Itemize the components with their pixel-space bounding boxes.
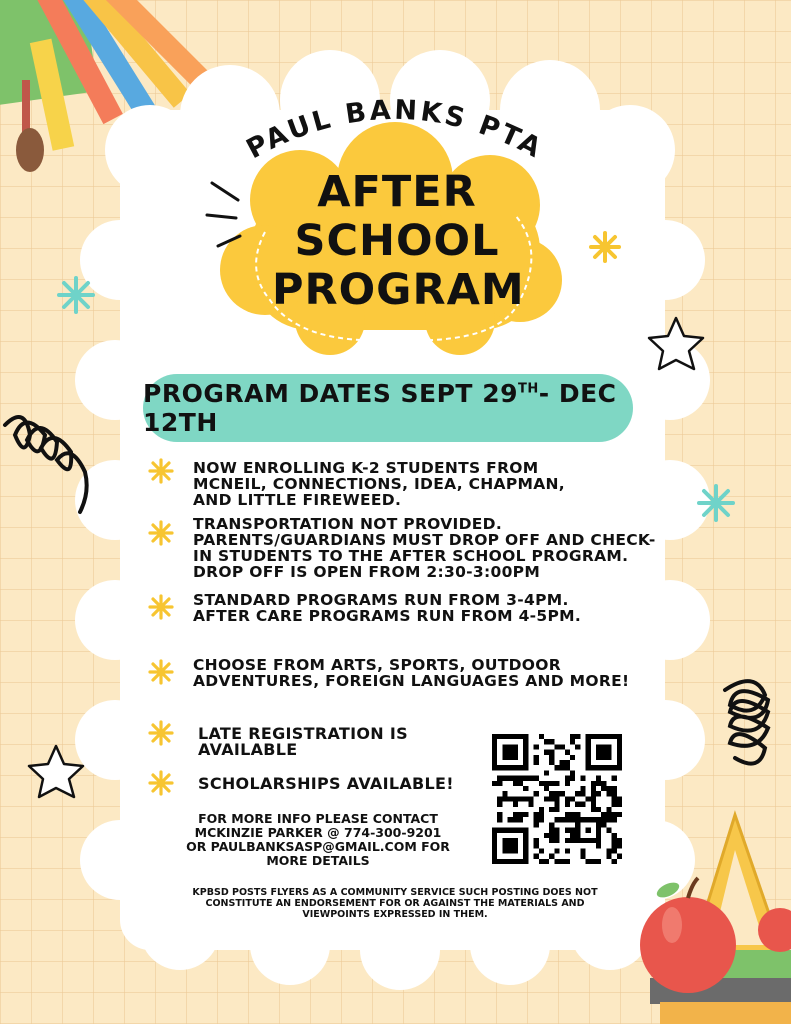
contact-line-2: MCKINZIE PARKER @ 774-300-9201: [194, 825, 442, 840]
dates-prefix: PROGRAM DATES SEPT 29: [143, 379, 518, 408]
program-title: [272, 167, 525, 315]
title-line-1: AFTER: [317, 167, 477, 217]
bullet-scholarships: SCHOLARSHIPS AVAILABLE!: [198, 774, 454, 793]
star-bullet-icon: [148, 720, 174, 746]
contact-info: [168, 812, 468, 868]
bullet-activities: CHOOSE FROM ARTS, SPORTS, OUTDOOR ADVENTURES, FOREIGN LANGUAGES AND MORE!: [193, 656, 630, 690]
star-bullet-icon: [148, 659, 174, 685]
star-bullet-icon: [148, 520, 174, 546]
bullet-schedule: STANDARD PROGRAMS RUN FROM 3-4PM. AFTER CARE PROGRAMS RUN FROM 4-5PM.: [193, 591, 582, 625]
qr-code-icon[interactable]: [492, 734, 622, 864]
svg-text:PAUL BANKS PTA: [242, 95, 549, 166]
contact-line-1: FOR MORE INFO PLEASE CONTACT: [198, 811, 438, 826]
bullet-enrollment: NOW ENROLLING K-2 STUDENTS FROM MCNEIL, CONNECTIONS, IDEA, CHAPMAN, AND LITTLE FIREWEED.: [193, 459, 565, 509]
disclaimer-text: KPBSD POSTS FLYERS AS A COMMUNITY SERVICE SUCH POSTING DOES NOT CONSTITUTE AN ENDORSEMENT FOR OR AGAINST THE MATERIALS AND VIEWPOINTS EXPRESSED IN THEM.: [192, 887, 598, 920]
title-line-3: PROGRAM: [272, 265, 525, 315]
bullet-late-registration: LATE REGISTRATION IS AVAILABLE: [198, 724, 408, 759]
dates-suffix: - DEC 12TH: [143, 379, 617, 437]
contact-line-3: OR PAULBANKSASP@GMAIL.COM FOR MORE DETAILS: [186, 839, 450, 868]
star-bullet-icon: [148, 594, 174, 620]
organization-name: PAUL BANKS PTA: [241, 94, 549, 166]
star-bullet-icon: [148, 458, 174, 484]
program-dates-text: [143, 379, 633, 437]
dates-superscript: TH: [517, 381, 539, 397]
bullet-transportation: TRANSPORTATION NOT PROVIDED. PARENTS/GUARDIANS MUST DROP OFF AND CHECK-IN STUDENTS TO THE AFTER SCHOOL PROGRAM. DROP OFF IS OPEN FROM 2:30-3:00PM: [193, 515, 656, 581]
title-line-2: SCHOOL: [294, 216, 500, 266]
program-dates-banner: [143, 374, 633, 442]
star-bullet-icon: [148, 770, 174, 796]
